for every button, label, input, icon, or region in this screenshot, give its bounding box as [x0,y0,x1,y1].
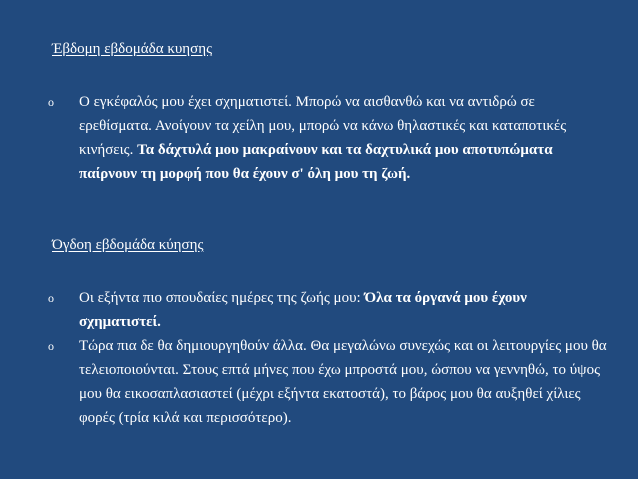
bullet-text: Τώρα πια δε θα δημιουργηθούν άλλα. Θα μεγαλώνω συνεχώς και οι λειτουργίες μου θα τελειοποιούνται. Στους επτά μήνες που έχω μπροστά μου, ώσπου να γεννηθώ, το ύψος μου θα εικοσαπλασιαστεί (μέχρι εξήντα εκατοστά), το βάρος μου θα αυξηθεί χίλιες φορές (τρία κιλά και περισσότερο). [79,338,607,426]
bullet-text [79,286,609,334]
bullet-text-bold: Τα δάχτυλά μου μακραίνουν και τα δαχτυλικά μου αποτυπώματα παίρνουν τη μορφή που θα έχουν σ' όλη μου τη ζωή. [79,142,553,182]
bullet-marker: o [48,95,54,109]
section-heading-week-7: Έβδομη εβδομάδα κυησης [52,41,213,57]
bullet-text-normal: Οι εξήντα πιο σπουδαίες ημέρες της ζωής μου: [79,290,365,306]
bullet-text-bold: Όλα τα όργανά μου έχουν σχηματιστεί. [79,290,527,330]
bullet-marker: o [48,339,54,353]
bullet-text [79,90,609,186]
section-heading-week-8: Όγδοη εβδομάδα κύησης [52,237,204,253]
bullet-marker: o [48,291,54,305]
bullet-text-normal: Ο εγκέφαλός μου έχει σχηματιστεί. Μπορώ να αισθανθώ και να αντιδρώ σε ερεθίσματα. Ανοίγουν τα χείλη μου, μπορώ να κάνω θηλαστικές και καταποτικές κινήσεις. [79,94,567,158]
